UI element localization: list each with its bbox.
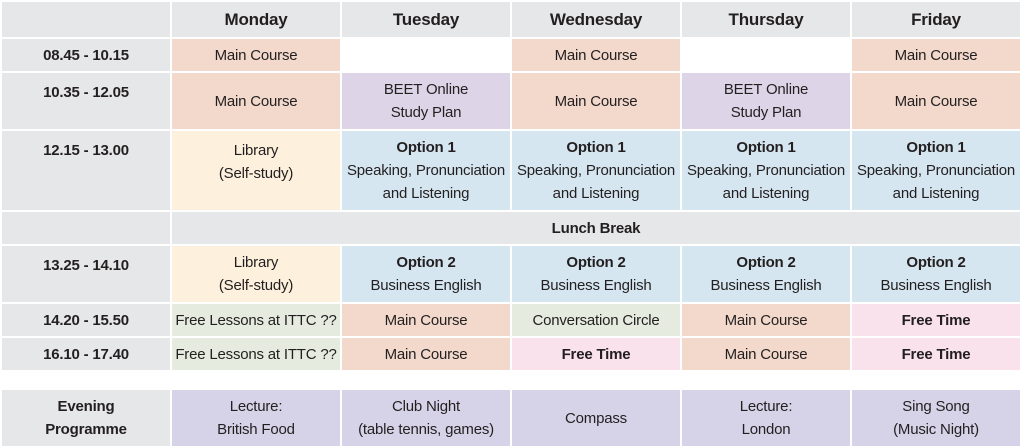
session-text: Speaking, Pronunciation	[856, 162, 1015, 179]
session-text: Free Lessons at ITTC ??	[175, 345, 337, 363]
session-text: Option 2	[906, 254, 966, 271]
time-slot-r3	[2, 131, 170, 210]
session-r2-wednesday	[512, 73, 680, 129]
session-text: Option 1	[566, 139, 626, 156]
session-text: Free Time	[561, 345, 631, 363]
session-text: Main Course	[894, 46, 978, 64]
session-text: Speaking, Pronunciation	[516, 162, 675, 179]
session-r7-thursday	[682, 338, 850, 370]
time-slot-r1	[2, 39, 170, 71]
session-text: Business English	[880, 277, 992, 294]
evening-friday	[852, 390, 1020, 446]
session-text: Main Course	[554, 46, 638, 64]
day-header-tuesday	[342, 2, 510, 37]
evening-label-line: Programme	[45, 421, 127, 438]
session-text: Option 2	[736, 254, 796, 271]
evening-text: Compass	[565, 409, 627, 427]
session-text: Free Time	[901, 345, 971, 363]
corner-cell	[2, 2, 170, 37]
session-r5-tuesday	[342, 246, 510, 302]
session-text: Business English	[710, 277, 822, 294]
session-text: (Self-study)	[218, 165, 294, 182]
session-r3-monday	[172, 131, 340, 210]
session-text: Speaking, Pronunciation	[686, 162, 845, 179]
session-text: Library	[233, 142, 279, 159]
time-slot-r5	[2, 246, 170, 302]
day-header-wednesday	[512, 2, 680, 37]
lunch-time-cell	[2, 212, 170, 244]
time-label: 10.35 - 12.05	[43, 84, 129, 101]
session-r7-wednesday	[512, 338, 680, 370]
evening-text: British Food	[217, 421, 295, 438]
session-r5-friday	[852, 246, 1020, 302]
session-text: Main Course	[214, 46, 298, 64]
session-r6-tuesday	[342, 304, 510, 336]
session-text: Option 2	[396, 254, 456, 271]
evening-text: Lecture:	[739, 398, 793, 415]
session-r6-wednesday	[512, 304, 680, 336]
day-label: Thursday	[728, 10, 804, 29]
day-label: Monday	[224, 10, 288, 29]
session-text: Main Course	[894, 92, 978, 110]
evening-thursday	[682, 390, 850, 446]
time-slot-r2	[2, 73, 170, 129]
session-r5-thursday	[682, 246, 850, 302]
session-text: Main Course	[554, 92, 638, 110]
session-r7-friday	[852, 338, 1020, 370]
session-r7-tuesday	[342, 338, 510, 370]
session-text: and Listening	[382, 185, 470, 202]
session-text: Speaking, Pronunciation	[346, 162, 505, 179]
time-label: 13.25 - 14.10	[43, 257, 129, 274]
session-r2-thursday	[682, 73, 850, 129]
day-header-friday	[852, 2, 1020, 37]
session-text: Study Plan	[730, 104, 802, 121]
evening-text: Lecture:	[229, 398, 283, 415]
day-label: Wednesday	[549, 10, 643, 29]
session-r3-thursday	[682, 131, 850, 210]
session-text: BEET Online	[723, 81, 809, 98]
session-r7-monday	[172, 338, 340, 370]
time-slot-r6	[2, 304, 170, 336]
session-text: Main Course	[384, 311, 468, 329]
session-r3-wednesday	[512, 131, 680, 210]
session-text: Option 1	[736, 139, 796, 156]
session-r2-friday	[852, 73, 1020, 129]
evening-wednesday	[512, 390, 680, 446]
evening-label-line: Evening	[57, 398, 115, 415]
session-r6-friday	[852, 304, 1020, 336]
evening-text: Club Night	[391, 398, 461, 415]
session-r3-friday	[852, 131, 1020, 210]
day-header-monday	[172, 2, 340, 37]
session-text: and Listening	[892, 185, 980, 202]
session-text: and Listening	[722, 185, 810, 202]
day-label: Friday	[911, 10, 961, 29]
session-r5-wednesday	[512, 246, 680, 302]
evening-tuesday	[342, 390, 510, 446]
session-r6-monday	[172, 304, 340, 336]
lunch-label: Lunch Break	[551, 219, 641, 237]
session-text: (Self-study)	[218, 277, 294, 294]
session-r1-thursday	[682, 39, 850, 71]
session-text: Option 2	[566, 254, 626, 271]
session-text: Option 1	[906, 139, 966, 156]
evening-programme-label	[2, 390, 170, 446]
evening-monday	[172, 390, 340, 446]
session-text: BEET Online	[383, 81, 469, 98]
time-label: 16.10 - 17.40	[43, 345, 129, 363]
session-text: Main Course	[724, 345, 808, 363]
session-text: and Listening	[552, 185, 640, 202]
evening-text: Sing Song	[902, 398, 970, 415]
evening-text: (table tennis, games)	[358, 421, 494, 438]
session-text: Study Plan	[390, 104, 462, 121]
session-text: Option 1	[396, 139, 456, 156]
time-slot-r7	[2, 338, 170, 370]
evening-text: (Music Night)	[893, 421, 979, 438]
session-r1-tuesday	[342, 39, 510, 71]
session-r2-tuesday	[342, 73, 510, 129]
session-r5-monday	[172, 246, 340, 302]
time-label: 12.15 - 13.00	[43, 142, 129, 159]
session-text: Free Lessons at ITTC ??	[175, 311, 337, 329]
lunch-break-row	[172, 212, 1020, 244]
day-header-thursday	[682, 2, 850, 37]
session-text: Library	[233, 254, 279, 271]
day-label: Tuesday	[392, 10, 460, 29]
session-r1-monday	[172, 39, 340, 71]
session-r3-tuesday	[342, 131, 510, 210]
session-r2-monday	[172, 73, 340, 129]
evening-text: London	[741, 421, 791, 438]
time-label: 08.45 - 10.15	[43, 46, 129, 64]
session-text: Main Course	[724, 311, 808, 329]
session-text: Business English	[540, 277, 652, 294]
session-text: Conversation Circle	[532, 311, 660, 329]
session-text: Main Course	[214, 92, 298, 110]
session-r6-thursday	[682, 304, 850, 336]
session-r1-wednesday	[512, 39, 680, 71]
session-r1-friday	[852, 39, 1020, 71]
session-text: Main Course	[384, 345, 468, 363]
session-text: Free Time	[901, 311, 971, 329]
session-text: Business English	[370, 277, 482, 294]
time-label: 14.20 - 15.50	[43, 311, 129, 329]
